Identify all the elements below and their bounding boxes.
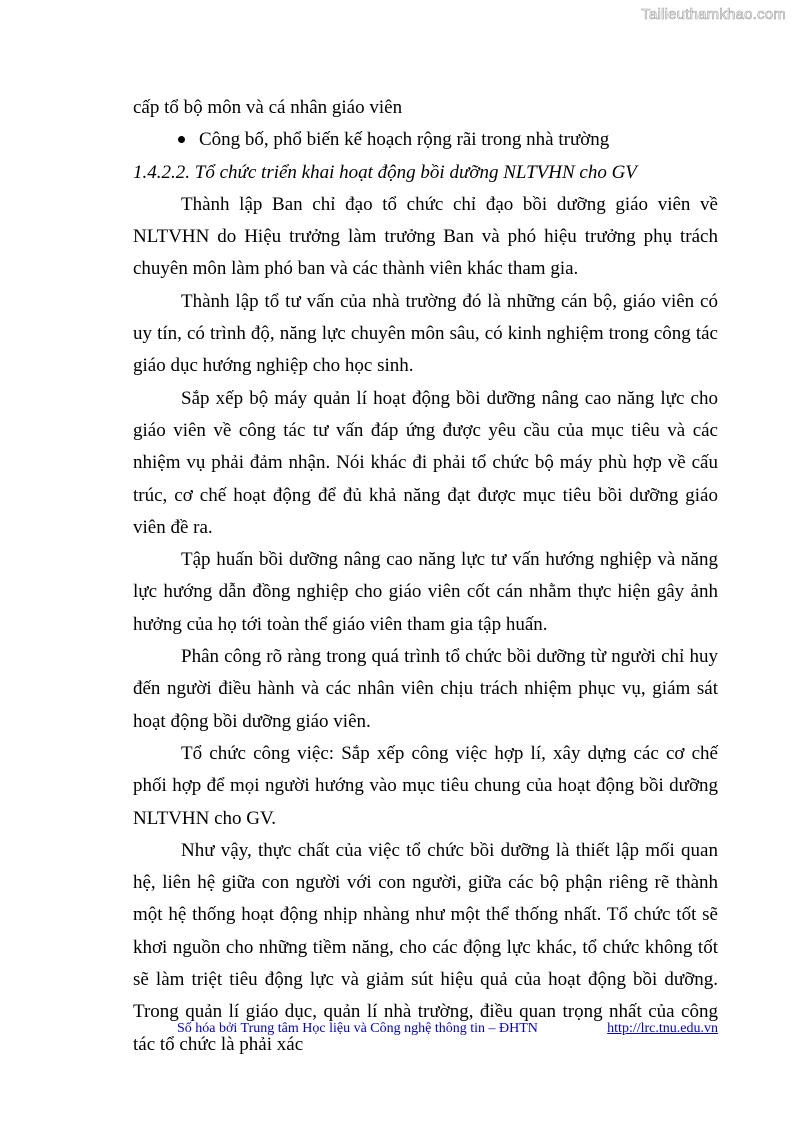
- continuation-line: cấp tổ bộ môn và cá nhân giáo viên: [133, 97, 403, 118]
- paragraph-3: Sắp xếp bộ máy quản lí hoạt động bồi dưỡng nâng cao năng lực cho giáo viên về công tác tư vấn đáp ứng được yêu cầu của mục tiêu và các nhiệm vụ phải đảm nhận. Nói khác đi phải tổ chức bộ máy phù hợp về cấu trúc, cơ chế hoạt động để đủ khả năng đạt được mục tiêu bồi dưỡng giáo viên đề ra.: [133, 387, 718, 538]
- bullet-item: [178, 124, 718, 156]
- paragraph-6: Tổ chức công việc: Sắp xếp công việc hợp lí, xây dựng các cơ chế phối hợp để mọi người hướng vào mục tiêu chung của hoạt động bồi dưỡng NLTVHN cho GV.: [133, 742, 718, 829]
- paragraph-4: Tập huấn bồi dưỡng nâng cao năng lực tư vấn hướng nghiệp và năng lực hướng dẫn đồng nghiệp cho giáo viên cốt cán nhằm thực hiện gây ảnh hưởng của họ tới toàn thể giáo viên tham gia tập huấn.: [133, 549, 718, 635]
- paragraph-5: Phân công rõ ràng trong quá trình tổ chức bồi dưỡng từ người chỉ huy đến người điều hành và các nhân viên chịu trách nhiệm phục vụ, giám sát hoạt động bồi dưỡng giáo viên.: [133, 646, 718, 732]
- section-heading: 1.4.2.2. Tổ chức triển khai hoạt động bồi dưỡng NLTVHN cho GV: [133, 161, 637, 183]
- footer-link[interactable]: http://lrc.tnu.edu.vn: [607, 1021, 718, 1036]
- paragraph-1: Thành lập Ban chỉ đạo tổ chức chỉ đạo bồi dưỡng giáo viên về NLTVHN do Hiệu trưởng làm trưởng Ban và phó hiệu trưởng phụ trách chuyên môn làm phó ban và các thành viên khác tham gia.: [133, 193, 718, 280]
- paragraph-2: Thành lập tổ tư vấn của nhà trường đó là những cán bộ, giáo viên có uy tín, có trình độ, năng lực chuyên môn sâu, có kinh nghiệm trong công tác giáo dục hướng nghiệp cho học sinh.: [133, 290, 718, 377]
- page-footer: [177, 1021, 718, 1037]
- paragraph-7: Như vậy, thực chất của việc tổ chức bồi dưỡng là thiết lập mối quan hệ, liên hệ giữa con người với con người, giữa các bộ phận riêng rẽ thành một hệ thống hoạt động nhịp nhàng như một thể thống nhất. Tổ chức tốt sẽ khơi nguồn cho những tiềm năng, cho các động lực khác, tổ chức không tốt sẽ làm triệt tiêu động lực và giảm sút hiệu quả của hoạt động bồi dưỡng. Trong quản lí giáo dục, quản lí nhà trường, điều quan trọng nhất của công tác tổ chức là phải xác: [133, 839, 718, 1055]
- bullet-text: Công bố, phổ biến kế hoạch rộng rãi trong nhà trường: [199, 129, 610, 151]
- footer-credit: Số hóa bởi Trung tâm Học liệu và Công nghệ thông tin – ĐHTN: [177, 1021, 538, 1036]
- bullet-list: [133, 124, 718, 156]
- watermark: Tailieuthamkhao.com: [641, 6, 786, 23]
- bullet-icon: [178, 136, 185, 143]
- document-body: [133, 92, 718, 1061]
